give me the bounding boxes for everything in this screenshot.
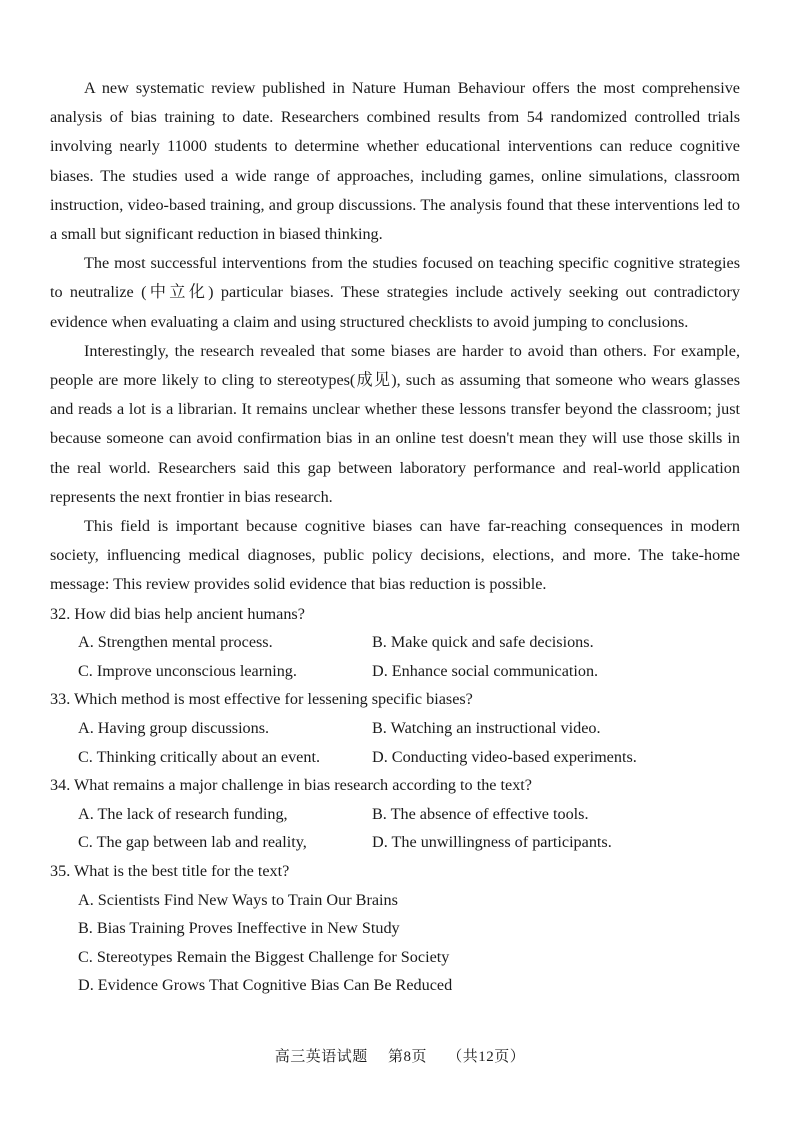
options-row [50,714,740,743]
passage-paragraph-2: The most successful interventions from the studies focused on teaching specific cognitive strategies to neutralize (中立化) particular biases. These strategies include actively seeking out contradictory evidence when evaluating a claim and using structured checklists to avoid jumping to conclusions. [50,254,740,331]
question-stem: 33. Which method is most effective for lessening specific biases? [50,690,473,709]
option-d: D. Conducting video-based experiments. [372,747,637,766]
question-stem: 35. What is the best title for the text? [50,862,290,880]
option-c: C. Thinking critically about an event. [78,747,321,766]
option-b: B. Bias Training Proves Ineffective in New Study [78,919,400,938]
option-b: B. Watching an instructional video. [372,719,601,738]
option-a: A. Having group discussions. [78,719,270,738]
options-row [50,743,740,772]
question-stem: 32. How did bias help ancient humans? [50,604,305,623]
page-content [50,74,740,1000]
option-d: D. Evidence Grows That Cognitive Bias Can Be Reduced [78,976,453,995]
question-34 [50,771,740,857]
option-b: B. The absence of effective tools. [372,804,589,823]
options-row [50,657,740,686]
question-32 [50,600,740,686]
options-row [50,800,740,829]
option-d: D. Enhance social communication. [372,661,599,680]
question-33 [50,685,740,771]
options-row [50,828,740,857]
option-a: A. Strengthen mental process. [78,633,273,652]
question-35 [50,857,740,1000]
option-c: C. Stereotypes Remain the Biggest Challenge for Society [78,947,450,966]
option-c: C. The gap between lab and reality, [78,833,307,852]
option-b: B. Make quick and safe decisions. [372,633,594,652]
option-d: D. The unwillingness of participants. [372,833,612,852]
exam-title: 高三英语试题 [274,1049,368,1065]
option-c: C. Improve unconscious learning. [78,661,297,680]
option-a: A. Scientists Find New Ways to Train Our Brains [78,890,398,909]
passage-paragraph-1: A new systematic review published in Nature Human Behaviour offers the most comprehensive analysis of bias training to date. Researchers combined results from 54 randomized controlled trials involving nearly 11000 students to determine whether educational interventions can reduce cognitive biases. The studies used a wide range of approaches, including games, online simulations, classroom instruction, video-based training, and group discussions. The analysis found that these interventions led to a small but significant reduction in biased thinking. [50,79,740,244]
passage-paragraph-4: This field is important because cognitive biases can have far-reaching consequences in modern society, influencing medical diagnoses, public policy decisions, elections, and more. The take-home message: This review provides solid evidence that bias reduction is possible. [50,517,740,594]
option-a: A. The lack of research funding, [78,804,288,823]
page-number: 第8页 [387,1049,427,1065]
page-footer [0,1045,800,1066]
question-stem: 34. What remains a major challenge in bias research according to the text? [50,776,532,795]
page-total: （共12页） [447,1049,526,1065]
options-row [50,628,740,657]
passage-paragraph-3: Interestingly, the research revealed that some biases are harder to avoid than others. For example, people are more likely to cling to stereotypes(成见), such as assuming that someone who wears glasses and reads a lot is a librarian. It remains unclear whether these lessons transfer beyond the classroom; just because someone can avoid confirmation bias in an online test doesn't mean they will use those skills in the real world. Researchers said this gap between laboratory performance and real-world application represents the next frontier in bias research. [50,341,740,506]
